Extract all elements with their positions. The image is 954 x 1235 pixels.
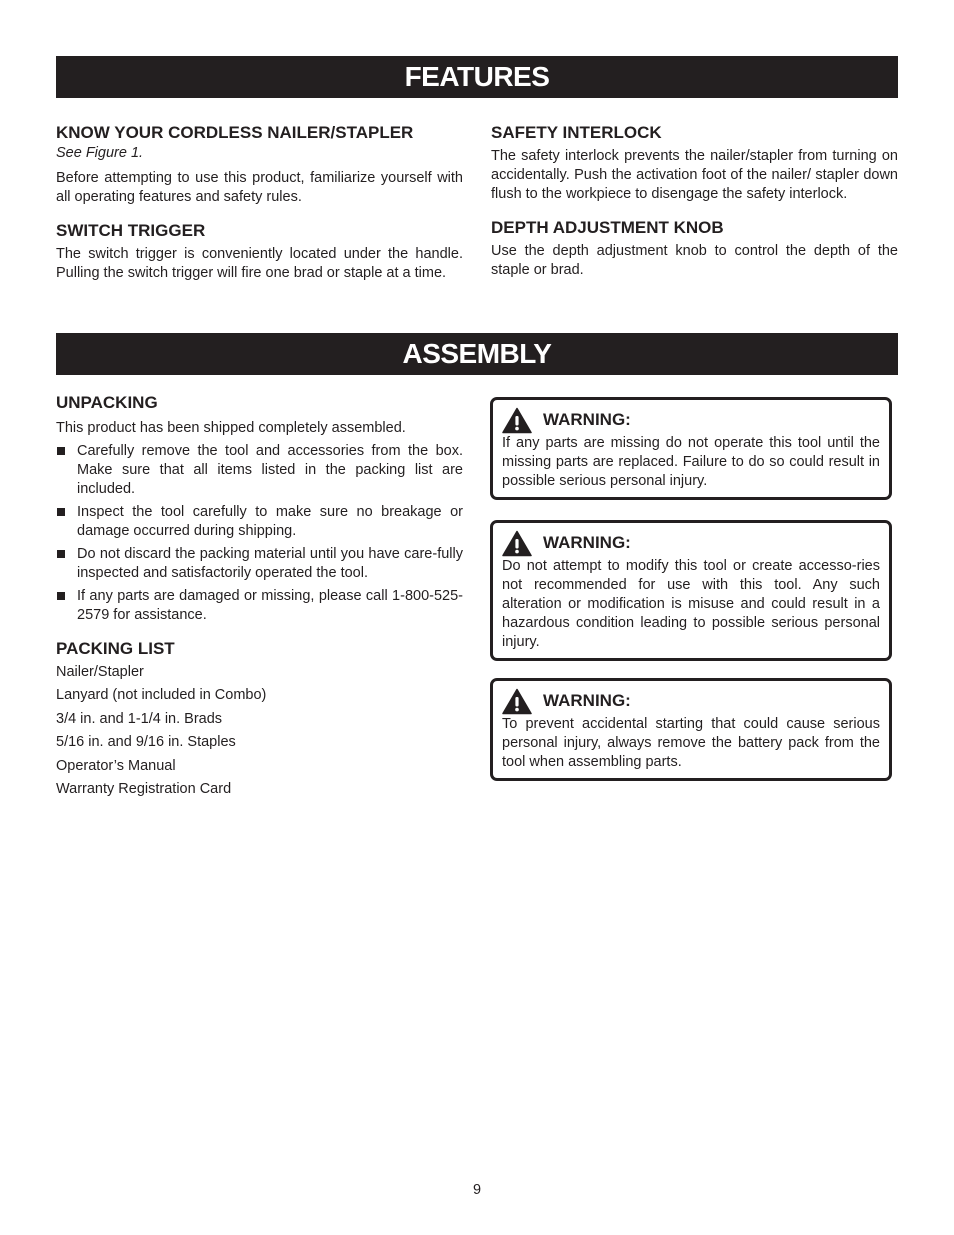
features-right-column	[491, 123, 898, 280]
warning-text: If any parts are missing do not operate this tool until the missing parts are replaced. Failure to do so could result in possible serious personal injury.	[502, 435, 880, 489]
warning-box	[490, 520, 892, 661]
list-item: 5/16 in. and 9/16 in. Staples	[56, 734, 236, 751]
list-item: Operator’s Manual	[56, 757, 176, 774]
list-item: Warranty Registration Card	[56, 780, 232, 797]
assembly-title: ASSEMBLY	[402, 338, 552, 369]
bullet-square-icon	[57, 592, 65, 600]
bullet-square-icon	[57, 508, 65, 516]
assembly-banner	[56, 333, 898, 375]
warning-triangle-icon	[502, 688, 532, 715]
switch-text: The switch trigger is conveniently located under the handle. Pulling the switch trigger will fire one brad or staple at a time.	[56, 246, 463, 281]
page-number: 9	[472, 1182, 482, 1198]
unpacking-intro: This product has been shipped completely assembled.	[56, 420, 406, 436]
features-banner	[56, 56, 898, 98]
warning-triangle-icon	[502, 407, 532, 434]
depth-text: Use the depth adjustment knob to control the depth of the staple or brad.	[491, 243, 898, 278]
warning-text: Do not attempt to modify this tool or create accesso-ries not recommended for use with this tool. Any such alteration or modification is misuse and could result in a hazardous condition leading to possible serious personal injury.	[502, 558, 880, 650]
know-heading: KNOW YOUR CORDLESS NAILER/STAPLER	[56, 123, 414, 142]
features-title: FEATURES	[404, 61, 550, 92]
packing-heading: PACKING LIST	[56, 639, 175, 658]
bullet-item: Inspect the tool carefully to make sure no breakage or damage occurred during shipping.	[56, 503, 463, 541]
bullet-square-icon	[57, 447, 65, 455]
warning-box	[490, 678, 892, 781]
warning-box	[490, 397, 892, 500]
warning-title: WARNING:	[543, 533, 631, 552]
unpacking-heading: UNPACKING	[56, 393, 158, 412]
warning-title: WARNING:	[543, 410, 631, 429]
list-item: Lanyard (not included in Combo)	[56, 687, 267, 704]
features-left-column	[56, 123, 463, 283]
know-text: Before attempting to use this product, familiarize yourself with all operating features and safety rules.	[56, 170, 463, 205]
warning-triangle-icon	[502, 530, 532, 557]
warning-title: WARNING:	[543, 691, 631, 710]
interlock-heading: SAFETY INTERLOCK	[491, 123, 662, 142]
interlock-text: The safety interlock prevents the nailer/stapler from turning on accidentally. Push the activation foot of the nailer/ stapler down flush to the workpiece to disengage the safety interlock.	[491, 148, 898, 202]
bullet-square-icon	[57, 550, 65, 558]
packing-list	[56, 663, 463, 799]
depth-heading: DEPTH ADJUSTMENT KNOB	[491, 218, 724, 237]
warning-text: To prevent accidental starting that could cause serious personal injury, always remove the battery pack from the tool when assembling parts.	[502, 716, 880, 770]
list-item: 3/4 in. and 1-1/4 in. Brads	[56, 710, 223, 727]
switch-heading: SWITCH TRIGGER	[56, 221, 206, 240]
bullet-item: If any parts are damaged or missing, please call 1-800-525-2579 for assistance.	[56, 587, 463, 625]
bullet-item: Do not discard the packing material until you have care-fully inspected and satisfactorily operated the tool.	[56, 545, 463, 583]
list-item: Nailer/Stapler	[56, 664, 144, 680]
bullet-item: Carefully remove the tool and accessories from the box. Make sure that all items listed in the packing list are included.	[56, 442, 463, 499]
assembly-left-column	[56, 393, 463, 803]
unpacking-bullets	[56, 442, 463, 625]
see-figure-note: See Figure 1.	[56, 145, 144, 161]
